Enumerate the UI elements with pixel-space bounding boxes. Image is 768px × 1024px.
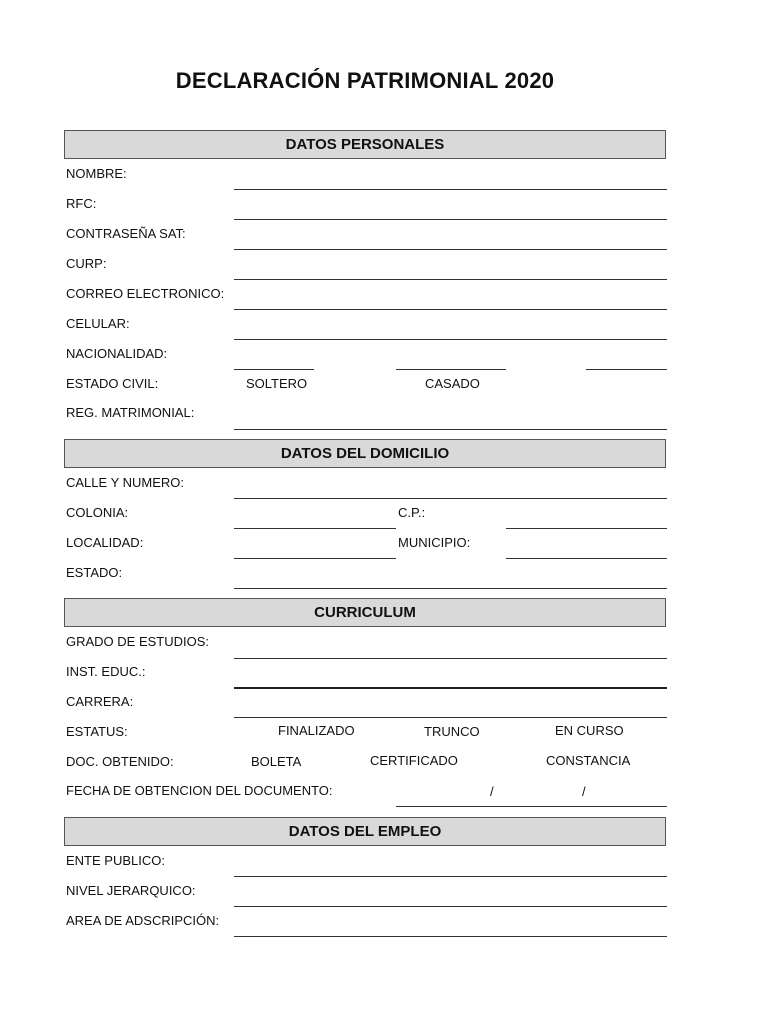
inst-educ-label: INST. EDUC.: — [66, 664, 146, 679]
nombre-field[interactable] — [234, 189, 667, 190]
contrasena-sat-label: CONTRASEÑA SAT: — [66, 226, 186, 241]
finalizado-option: FINALIZADO — [278, 723, 355, 738]
curp-field[interactable] — [234, 279, 667, 280]
area-adscripcion-field[interactable] — [234, 936, 667, 937]
fecha-obtencion-label: FECHA DE OBTENCION DEL DOCUMENTO: — [66, 783, 333, 798]
estatus-label: ESTATUS: — [66, 724, 128, 739]
estado-civil-label: ESTADO CIVIL: — [66, 376, 159, 391]
ente-publico-label: ENTE PUBLICO: — [66, 853, 165, 868]
municipio-label: MUNICIPIO: — [398, 535, 471, 550]
nivel-jerarquico-label: NIVEL JERARQUICO: — [66, 883, 196, 898]
other-checkbox-line[interactable] — [586, 369, 667, 370]
carrera-label: CARRERA: — [66, 694, 134, 709]
reg-matrimonial-label: REG. MATRIMONIAL: — [66, 405, 195, 420]
estado-label: ESTADO: — [66, 565, 123, 580]
colonia-field[interactable] — [234, 528, 396, 529]
soltero-option: SOLTERO — [246, 376, 308, 391]
rfc-field[interactable] — [234, 219, 667, 220]
page-title: DECLARACIÓN PATRIMONIAL 2020 — [175, 68, 555, 93]
ente-publico-field[interactable] — [234, 876, 667, 877]
curp-label: CURP: — [66, 256, 107, 271]
calle-numero-label: CALLE Y NUMERO: — [66, 475, 185, 490]
cp-label: C.P.: — [398, 505, 426, 520]
celular-field[interactable] — [234, 339, 667, 340]
nombre-label: NOMBRE: — [66, 166, 127, 181]
date-separator: / — [582, 784, 586, 799]
localidad-field[interactable] — [234, 558, 396, 559]
inst-educ-field[interactable] — [234, 687, 667, 689]
constancia-option: CONSTANCIA — [546, 753, 631, 768]
contrasena-sat-field[interactable] — [234, 249, 667, 250]
fecha-obtencion-field[interactable] — [396, 806, 667, 807]
section-header-datos-personales: DATOS PERSONALES — [64, 130, 666, 159]
casado-option: CASADO — [425, 376, 480, 391]
grado-estudios-field[interactable] — [234, 658, 667, 659]
nacionalidad-label: NACIONALIDAD: — [66, 346, 168, 361]
calle-numero-field[interactable] — [234, 498, 667, 499]
casado-checkbox-line[interactable] — [396, 369, 506, 370]
rfc-label: RFC: — [66, 196, 97, 211]
celular-label: CELULAR: — [66, 316, 130, 331]
soltero-checkbox-line[interactable] — [234, 369, 314, 370]
section-header-datos-domicilio: DATOS DEL DOMICILIO — [64, 439, 666, 468]
trunco-option: TRUNCO — [424, 724, 480, 739]
correo-electronico-field[interactable] — [234, 309, 667, 310]
grado-estudios-label: GRADO DE ESTUDIOS: — [66, 634, 210, 649]
nivel-jerarquico-field[interactable] — [234, 906, 667, 907]
colonia-label: COLONIA: — [66, 505, 129, 520]
section-header-datos-empleo: DATOS DEL EMPLEO — [64, 817, 666, 846]
municipio-field[interactable] — [506, 558, 667, 559]
section-header-curriculum: CURRICULUM — [64, 598, 666, 627]
carrera-field[interactable] — [234, 717, 667, 718]
reg-matrimonial-field[interactable] — [234, 429, 667, 430]
doc-obtenido-label: DOC. OBTENIDO: — [66, 754, 174, 769]
cp-field[interactable] — [506, 528, 667, 529]
en-curso-option: EN CURSO — [555, 723, 624, 738]
localidad-label: LOCALIDAD: — [66, 535, 144, 550]
correo-electronico-label: CORREO ELECTRONICO: — [66, 286, 225, 301]
date-separator: / — [490, 784, 494, 799]
certificado-option: CERTIFICADO — [370, 753, 458, 768]
estado-field[interactable] — [234, 588, 667, 589]
area-adscripcion-label: AREA DE ADSCRIPCIÓN: — [66, 913, 220, 928]
boleta-option: BOLETA — [251, 754, 302, 769]
